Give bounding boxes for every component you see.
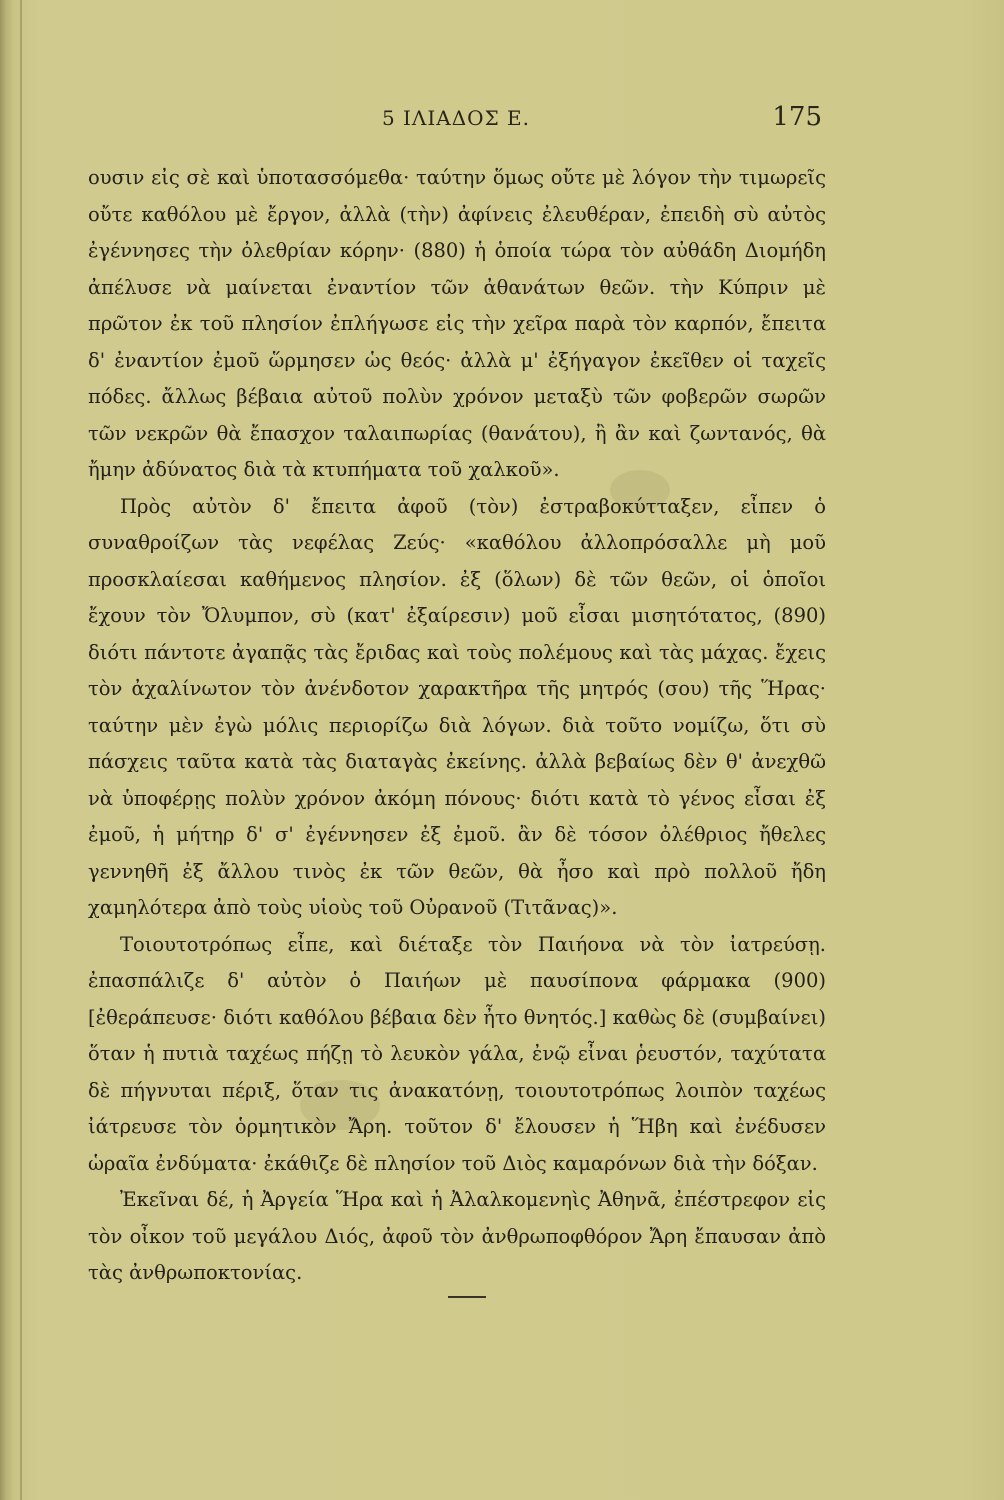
paragraph: Τοιουτοτρόπως εἶπε, καὶ διέταξε τὸν Παιήονα νὰ τὸν ἰατρεύσῃ. ἐπασπάλιζε δ' αὐτὸν ὁ Παιήων μὲ παυσίπονα φάρμακα (900) [ἐθεράπευσε· διότι καθόλου βέβαια δὲν ἦτο θνητός.] καθὼς δὲ (συμβαίνει) ὅταν ἡ πυτιὰ ταχέως πήζῃ τὸ λευκὸν γάλα, ἐνῷ εἶναι ῥευστόν, ταχύτατα δὲ πήγνυται πέριξ, ὅταν τις ἀνακατόνῃ, τοιουτοτρόπως λοιπὸν ταχέως ἰάτρευσε τὸν ὁρμητικὸν Ἄρη. τοῦτον δ' ἔλουσεν ἡ Ἥβη καὶ ἐνέδυσεν ὡραῖα ἐνδύματα· ἐκάθιζε δὲ πλησίον τοῦ Διὸς καμαρόνων διὰ τὴν δόξαν. xyxy=(88,932,826,1175)
paragraph: Πρὸς αὐτὸν δ' ἔπειτα ἀφοῦ (τὸν) ἐστραβοκύτταξεν, εἶπεν ὁ συναθροίζων τὰς νεφέλας Ζεύς· «καθόλου ἀλλοπρόσαλλε μὴ μοῦ προσκλαίεσαι καθήμενος πλησίον. ἐξ (ὅλων) δὲ τῶν θεῶν, οἱ ὁποῖοι ἔχουν τὸν Ὄλυμπον, σὺ (κατ' ἐξαίρεσιν) μοῦ εἶσαι μισητότατος, (890) διότι πάντοτε ἀγαπᾷς τὰς ἔριδας καὶ τοὺς πολέμους καὶ τὰς μάχας. ἔχεις τὸν ἀχαλίνωτον τὸν ἀνένδοτον χαρακτῆρα τῆς μητρός (σου) τῆς Ἥρας· ταύτην μὲν ἐγὼ μόλις περιορίζω διὰ λόγων. διὰ τοῦτο νομίζω, ὅτι σὺ πάσχεις ταῦτα κατὰ τὰς διαταγὰς ἐκείνης. ἀλλὰ βεβαίως δὲν θ' ἀνεχθῶ νὰ ὑποφέρῃς πολὺν χρόνον ἀκόμη πόνους· διότι κατὰ τὸ γένος εἶσαι ἐξ ἐμοῦ, ἡ μήτηρ δ' σ' ἐγέννησεν ἐξ ἐμοῦ. ἂν δὲ τόσον ὀλέθριος ἤθελες γεννηθῆ ἐξ ἄλλου τινὸς ἐκ τῶν θεῶν, θὰ ἦσο καὶ πρὸ πολλοῦ ἤδη χαμηλότερα ἀπὸ τοὺς υἱοὺς τοῦ Οὐρανοῦ (Τιτᾶνας)». xyxy=(88,494,826,919)
page-number: 175 xyxy=(772,102,822,132)
paragraph: ουσιν εἰς σὲ καὶ ὑποτασσόμεθα· ταύτην ὅμως οὔτε μὲ λόγον τὴν τιμωρεῖς οὔτε καθόλου μὲ ἔργον, ἀλλὰ (τὴν) ἀφίνεις ἐλευθέραν, ἐπειδὴ σὺ αὐτὸς ἐγέννησες τὴν ὀλεθρίαν κόρην· (880) ἡ ὁποία τώρα τὸν αὐθάδη Διομήδη ἀπέλυσε νὰ μαίνεται ἐναντίον τῶν ἀθανάτων θεῶν. τὴν Κύπριν μὲ πρῶτον ἐκ τοῦ πλησίον ἐπλήγωσε εἰς τὴν χεῖρα παρὰ τὸν καρπόν, ἔπειτα δ' ἐναντίον ἐμοῦ ὥρμησεν ὡς θεός· ἀλλὰ μ' ἐξήγαγον ἐκεῖθεν οἱ ταχεῖς πόδες. ἄλλως βέβαια αὐτοῦ πολὺν χρόνον μεταξὺ τῶν φοβερῶν σωρῶν τῶν νεκρῶν θὰ ἔπασχον ταλαιπωρίας (θανάτου), ἢ ἂν καὶ ζωντανός, θὰ ἤμην ἀδύνατος διὰ τὰ κτυπήματα τοῦ χαλκοῦ». xyxy=(88,166,826,481)
section-end-rule xyxy=(448,1296,486,1298)
page-gutter-edge xyxy=(20,0,22,1500)
paragraph: Ἐκεῖναι δέ, ἡ Ἀργεία Ἥρα καὶ ἡ Ἀλαλκομενηὶς Ἀθηνᾶ, ἐπέστρεφον εἰς τὸν οἶκον τοῦ μεγάλου Διός, ἀφοῦ τὸν ἀνθρωποφθόρον Ἄρη ἔπαυσαν ἀπὸ τὰς ἀνθρωποκτονίας. xyxy=(88,1188,826,1284)
page-header xyxy=(90,100,822,140)
body-text xyxy=(88,160,826,1292)
running-title: 5 ΙΛΙΑΔΟΣ Ε. xyxy=(381,106,531,130)
